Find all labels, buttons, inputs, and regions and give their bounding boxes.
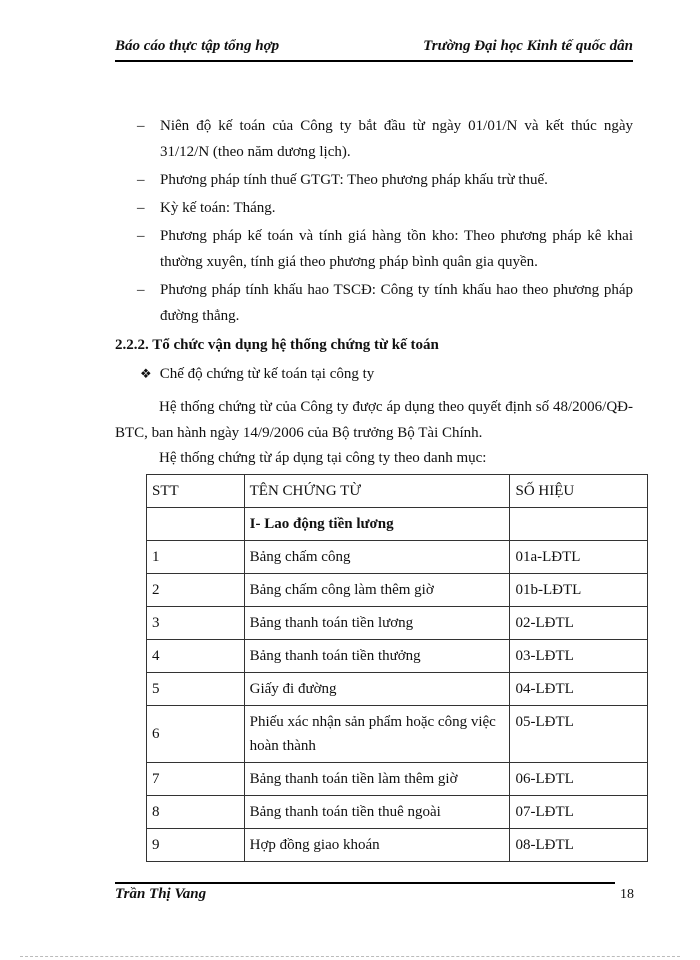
table-row: [147, 541, 648, 574]
cell-name: Bảng thanh toán tiền làm thêm giờ: [244, 763, 510, 796]
dash-bullet-icon: –: [137, 172, 145, 188]
list-item-text: Phương pháp tính thuế GTGT: Theo phương pháp khấu trừ thuế.: [160, 172, 548, 188]
cell-stt: 6: [147, 706, 245, 763]
table-row: [147, 640, 648, 673]
list-item: [137, 277, 633, 329]
table-row: [147, 673, 648, 706]
page-number: 18: [620, 887, 634, 902]
cell-code: 04-LĐTL: [510, 673, 648, 706]
column-header-code: SỐ HIỆU: [510, 475, 648, 508]
list-item: [137, 195, 633, 221]
subheading-text: Chế độ chứng từ kế toán tại công ty: [159, 366, 375, 382]
cell-code: 01b-LĐTL: [510, 574, 648, 607]
column-header-stt: STT: [147, 475, 245, 508]
cell-stt: 1: [147, 541, 245, 574]
cell-stt: 3: [147, 607, 245, 640]
cell-code: 01a-LĐTL: [510, 541, 648, 574]
cell-stt: 2: [147, 574, 245, 607]
cell-name: Hợp đồng giao khoán: [244, 829, 510, 862]
header-report-title: Báo cáo thực tập tổng hợp: [115, 38, 280, 54]
page-bottom-divider: [20, 956, 680, 957]
table-row: [147, 796, 648, 829]
list-item-text: Phương pháp kế toán và tính giá hàng tồn kho: Theo phương pháp kê khai thường xuyên, tính giá theo phương pháp bình quân gia quyền.: [160, 228, 633, 270]
diamond-bullet-icon: ❖: [140, 366, 152, 381]
cell-stt: 8: [147, 796, 245, 829]
policy-list: [137, 113, 633, 331]
list-item-text: Kỳ kế toán: Tháng.: [160, 200, 276, 216]
list-item-text: Phương pháp tính khấu hao TSCĐ: Công ty tính khấu hao theo phương pháp đường thẳng.: [160, 282, 633, 324]
list-item: [137, 167, 633, 193]
table-row: [147, 574, 648, 607]
body-paragraph-intro: Hệ thống chứng từ áp dụng tại công ty theo danh mục:: [159, 450, 487, 466]
dash-bullet-icon: –: [137, 200, 145, 216]
cell-stt: 9: [147, 829, 245, 862]
table-row: [147, 706, 648, 763]
body-paragraph: Hệ thống chứng từ của Công ty được áp dụng theo quyết định số 48/2006/QĐ-BTC, ban hành ngày 14/9/2006 của Bộ trưởng Bộ Tài Chính.: [115, 399, 633, 441]
section-title: 2.2.2. Tổ chức vận dụng hệ thống chứng từ kế toán: [115, 337, 439, 353]
table-header-row: [147, 475, 648, 508]
table-row: [147, 829, 648, 862]
header-university: Trường Đại học Kinh tế quốc dân: [423, 38, 633, 54]
voucher-table: [146, 474, 648, 862]
footer-divider: [115, 882, 615, 884]
table-row: [147, 607, 648, 640]
dash-bullet-icon: –: [137, 282, 145, 298]
footer-author: Trần Thị Vang: [115, 886, 207, 902]
cell-stt: 4: [147, 640, 245, 673]
cell-code: 06-LĐTL: [510, 763, 648, 796]
cell-code: 03-LĐTL: [510, 640, 648, 673]
group-title: I- Lao động tiền lương: [244, 508, 510, 541]
cell-name: Bảng chấm công làm thêm giờ: [244, 574, 510, 607]
cell-code: 08-LĐTL: [510, 829, 648, 862]
dash-bullet-icon: –: [137, 118, 145, 134]
cell-code: 05-LĐTL: [510, 706, 648, 763]
table-group-row: [147, 508, 648, 541]
cell-name: Giấy đi đường: [244, 673, 510, 706]
cell-stt: 5: [147, 673, 245, 706]
cell-code: 02-LĐTL: [510, 607, 648, 640]
dash-bullet-icon: –: [137, 228, 145, 244]
cell-name: Bảng thanh toán tiền thưởng: [244, 640, 510, 673]
cell-code: 07-LĐTL: [510, 796, 648, 829]
list-item-text: Niên độ kế toán của Công ty bắt đầu từ ngày 01/01/N và kết thúc ngày 31/12/N (theo năm dương lịch).: [160, 118, 633, 160]
page-header: [115, 38, 633, 62]
cell-name: Bảng thanh toán tiền lương: [244, 607, 510, 640]
cell-name: Bảng thanh toán tiền thuê ngoài: [244, 796, 510, 829]
table-cell: [147, 508, 245, 541]
cell-stt: 7: [147, 763, 245, 796]
subheading: [140, 366, 374, 383]
list-item: [137, 113, 633, 165]
table-cell: [510, 508, 648, 541]
list-item: [137, 223, 633, 275]
cell-name: Bảng chấm công: [244, 541, 510, 574]
cell-name: Phiếu xác nhận sản phẩm hoặc công việc hoàn thành: [244, 706, 510, 763]
column-header-name: TÊN CHỨNG TỪ: [244, 475, 510, 508]
table-row: [147, 763, 648, 796]
